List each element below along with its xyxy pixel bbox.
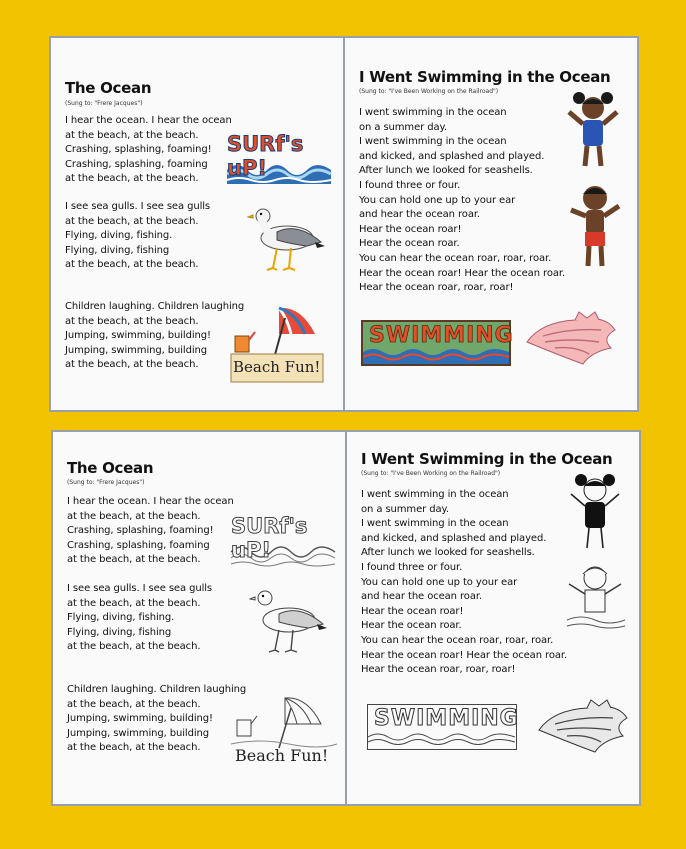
lyric-line: Hear the ocean roar! Hear the ocean roar. (361, 649, 568, 661)
lyric-line: Jumping, swimming, building! (65, 330, 211, 342)
lyric-line: and hear the ocean roar. (359, 209, 481, 221)
lyric-line: Flying, diving, fishing. (67, 612, 175, 624)
lyric-line: Crashing, splashing, foaming (67, 539, 210, 551)
lyric-line: at the beach, at the beach. (67, 597, 201, 609)
song-tune: (Sung to: "Frere Jacques") (67, 479, 145, 486)
lyric-line: Hear the ocean roar! (361, 605, 464, 617)
lyric-line: I see sea gulls. I see sea gulls (67, 583, 213, 594)
lyric-line: and kicked, and splashed and played. (361, 532, 547, 544)
lyric-line: Jumping, swimming, building (67, 727, 210, 739)
lyric-line: at the beach, at the beach. (67, 742, 201, 754)
lyric-line: at the beach, at the beach. (65, 129, 199, 141)
seagull-clipart (247, 202, 327, 274)
lyric-line: at the beach, at the beach. (65, 215, 199, 227)
lyric-line: Children laughing. Children laughing (67, 684, 247, 695)
lyric-line: on a summer day. (359, 121, 447, 133)
stanza-2 (65, 200, 210, 273)
lyric-line: and kicked, and splashed and played. (359, 150, 545, 162)
bottom-left-page (51, 430, 347, 806)
girl-swimmer-clipart (563, 90, 623, 174)
boy-swimmer-clipart (565, 180, 625, 270)
seagull-clipart (249, 584, 329, 656)
lyric-line: at the beach, at the beach. (65, 359, 199, 371)
beach-fun-clipart (229, 694, 339, 774)
lyric-line: Flying, diving, fishing (65, 244, 170, 256)
lyric-line: at the beach, at the beach. (65, 315, 199, 327)
surfs-up-text: SURf's uP! (227, 132, 304, 180)
lyric-line: at the beach, at the beach. (67, 698, 201, 710)
song-tune: (Sung to: "I've Been Working on the Railroad") (359, 88, 499, 95)
swimming-text: SWIMMING (374, 706, 519, 731)
lyric-line: Crashing, splashing, foaming (65, 158, 208, 170)
top-left-page (49, 36, 345, 412)
page-title: The Ocean (67, 459, 154, 477)
lyric-line: Flying, diving, fishing (67, 626, 172, 638)
lyric-line: You can hold one up to your ear (361, 576, 518, 588)
song-tune: (Sung to: "Frere Jacques") (65, 100, 143, 107)
lyric-line: You can hold one up to your ear (359, 194, 516, 206)
lyric-line: You can hear the ocean roar, roar, roar. (359, 252, 552, 264)
shell-clipart (521, 308, 621, 368)
shell-icon (521, 308, 621, 368)
surfs-up-clipart (225, 130, 333, 186)
lyric-line: I hear the ocean. I hear the ocean (65, 115, 232, 126)
lyric-line: Hear the ocean roar. (359, 238, 460, 250)
lyric-line: at the beach, at the beach. (67, 641, 201, 653)
lyric-line: After lunch we looked for seashells. (359, 165, 533, 177)
boy-swimmer-clipart (563, 562, 627, 634)
beach-fun-text: Beach Fun! (235, 746, 329, 765)
swimming-lyrics (361, 488, 567, 678)
lyric-line: After lunch we looked for seashells. (361, 547, 535, 559)
shell-clipart (533, 696, 633, 756)
stanza-3 (65, 300, 244, 373)
lyric-line: on a summer day. (361, 503, 449, 515)
song-tune: (Sung to: "I've Been Working on the Railroad") (361, 470, 501, 477)
lyric-line: at the beach, at the beach. (65, 259, 199, 271)
lyric-line: Hear the ocean roar! (359, 223, 462, 235)
swimming-lyrics (359, 106, 565, 296)
lyric-line: Hear the ocean roar! Hear the ocean roar. (359, 267, 566, 279)
stanza-2 (67, 582, 212, 655)
lyric-line: You can hear the ocean roar, roar, roar. (361, 634, 554, 646)
lyric-line: Crashing, splashing, foaming! (65, 144, 212, 156)
lyric-line: I went swimming in the ocean (361, 518, 509, 530)
page-title: I Went Swimming in the Ocean (361, 450, 613, 468)
stanza-3 (67, 683, 246, 756)
lyric-line: at the beach, at the beach. (67, 510, 201, 522)
beach-fun-clipart (229, 304, 329, 384)
top-right-page (343, 36, 639, 412)
lyric-line: Children laughing. Children laughing (65, 301, 245, 312)
lyric-line: I went swimming in the ocean (359, 107, 507, 118)
lyric-line: Hear the ocean roar. (361, 620, 462, 632)
stanza-1 (67, 495, 234, 568)
beach-fun-text: Beach Fun! (233, 358, 321, 376)
lyric-line: I went swimming in the ocean (361, 489, 509, 500)
lyric-line: I went swimming in the ocean (359, 136, 507, 148)
surfs-up-clipart (229, 512, 337, 568)
swimming-text: SWIMMING (369, 323, 514, 348)
bottom-right-page (345, 430, 641, 806)
lyric-line: Hear the ocean roar, roar, roar! (359, 282, 514, 294)
page-title: I Went Swimming in the Ocean (359, 68, 611, 86)
lyric-line: I hear the ocean. I hear the ocean (67, 496, 234, 507)
lyric-line: Jumping, swimming, building! (67, 713, 213, 725)
girl-swimmer-clipart (565, 472, 625, 556)
swimming-sign (367, 704, 517, 750)
surfs-up-text: SURf's uP! (231, 514, 308, 562)
lyric-line: Jumping, swimming, building (65, 344, 208, 356)
lyric-line: I see sea gulls. I see sea gulls (65, 201, 211, 212)
lyric-line: I found three or four. (361, 561, 463, 573)
stanza-1 (65, 114, 232, 187)
lyric-line: Flying, diving, fishing. (65, 230, 173, 242)
shell-icon (533, 696, 633, 756)
swimming-sign (361, 320, 514, 366)
lyric-line: Hear the ocean roar, roar, roar! (361, 664, 516, 676)
page-title: The Ocean (65, 79, 152, 97)
lyric-line: I found three or four. (359, 179, 461, 191)
lyric-line: and hear the ocean roar. (361, 591, 483, 603)
lyric-line: Crashing, splashing, foaming! (67, 525, 214, 537)
lyric-line: at the beach, at the beach. (65, 173, 199, 185)
lyric-line: at the beach, at the beach. (67, 554, 201, 566)
